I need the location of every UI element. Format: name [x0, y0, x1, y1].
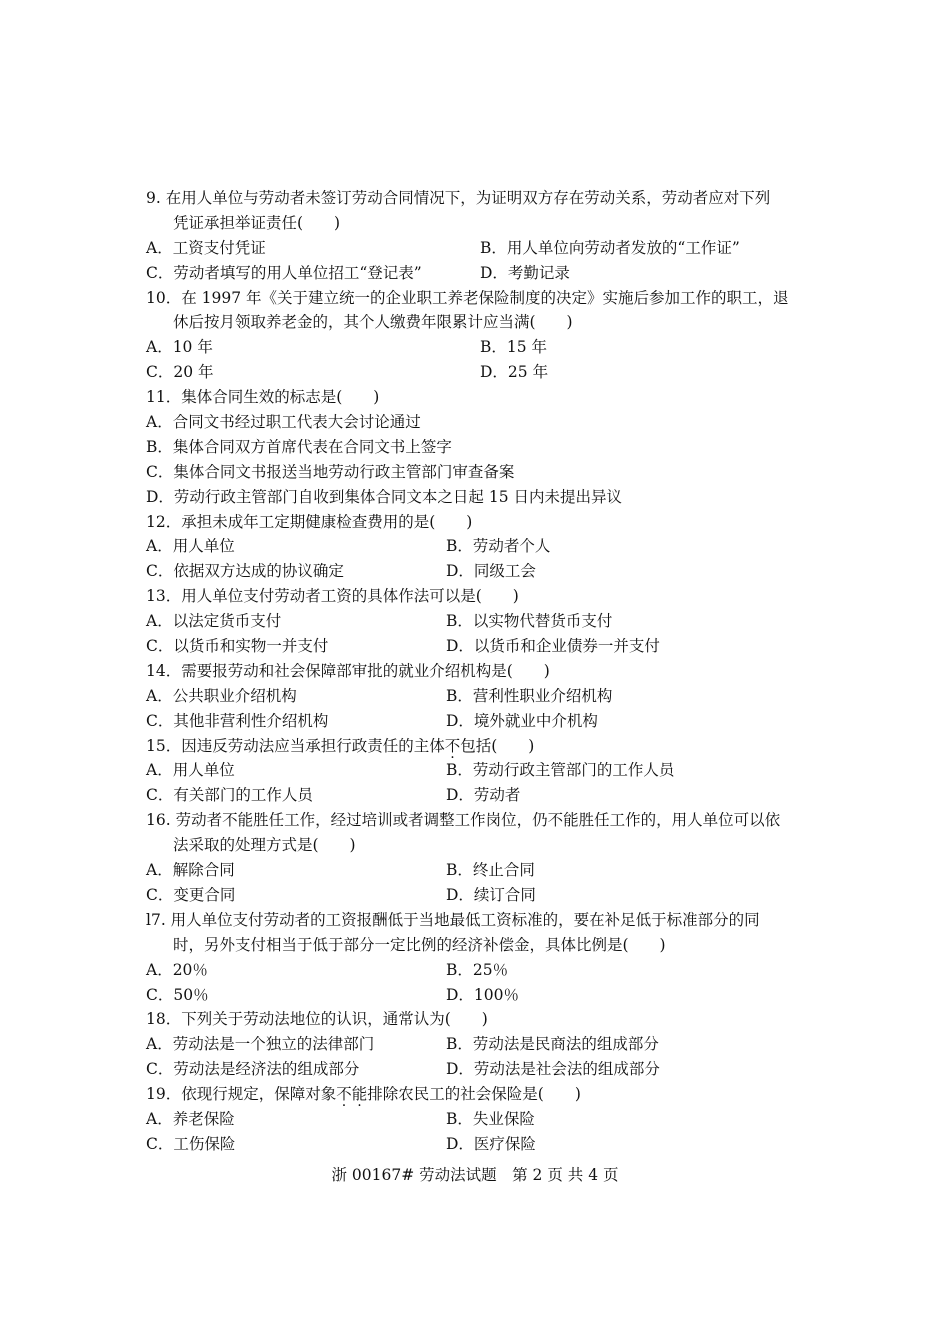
option-b: B．以实物代替货币支付 — [446, 612, 613, 631]
option-a: A．养老保险 — [146, 1109, 235, 1128]
emphasis-char: 不 — [336, 1085, 352, 1104]
option-a: A．解除合同 — [146, 861, 235, 880]
option-c: C．劳动者填写的用人单位招工“登记表” — [146, 263, 422, 282]
question-stem: 11．集体合同生效的标志是( ) — [146, 388, 380, 407]
question-18 — [146, 1007, 811, 1082]
question-stem: 18．下列关于劳动法地位的认识，通常认为( ) — [146, 1010, 488, 1029]
emphasis-char: 不 — [444, 736, 461, 755]
question-stem: 9. 在用人单位与劳动者未签订劳动合同情况下，为证明双方存在劳动关系，劳动者应对下列 — [146, 189, 771, 207]
emphasis-char: 能 — [351, 1085, 368, 1104]
option-a: A．公共职业介绍机构 — [146, 686, 297, 705]
option-c: C．其他非营利性介绍机构 — [146, 711, 329, 730]
question-19 — [146, 1082, 811, 1157]
question-stem: 时，另外支付相当于低于部分一定比例的经济补偿金，具体比例是( ) — [173, 935, 666, 954]
option-c: C．劳动法是经济法的组成部分 — [146, 1060, 360, 1079]
question-stem: 14．需要报劳动和社会保障部审批的就业介绍机构是( ) — [146, 661, 550, 680]
option-c: C．以货币和实物一并支付 — [146, 637, 329, 656]
question-stem: 休后按月领取养老金的，其个人缴费年限累计应当满( ) — [173, 313, 573, 332]
question-9 — [146, 186, 811, 286]
question-stem: 19．依现行规定，保障对象不能排除农民工的社会保险是( ) — [146, 1085, 581, 1104]
question-stem: l7. 用人单位支付劳动者的工资报酬低于当地最低工资标准的，要在补足低于标准部分的同 — [146, 910, 760, 929]
option-c: C．工伤保险 — [146, 1134, 236, 1153]
option-a: A．劳动法是一个独立的法律部门 — [146, 1035, 375, 1054]
option-a: A．用人单位 — [146, 761, 235, 780]
option-d: D．劳动行政主管部门自收到集体合同文本之日起 15 日内未提出异议 — [146, 487, 623, 506]
option-c: C．20 年 — [146, 363, 214, 382]
question-stem: 15．因违反劳动法应当承担行政责任的主体不包括( ) — [146, 736, 535, 755]
option-b: B．用人单位向劳动者发放的“工作证” — [480, 238, 740, 257]
exam-page — [146, 186, 811, 1157]
option-b: B．劳动者个人 — [446, 537, 551, 556]
question-stem: 13．用人单位支付劳动者工资的具体作法可以是( ) — [146, 587, 519, 606]
option-c: C．有关部门的工作人员 — [146, 786, 313, 805]
option-d: D．医疗保险 — [446, 1134, 536, 1153]
option-d: D．以货币和企业债券一并支付 — [446, 637, 660, 656]
option-a: A．用人单位 — [146, 537, 235, 556]
option-c: C．变更合同 — [146, 885, 236, 904]
question-stem: 凭证承担举证责任( ) — [173, 213, 341, 232]
option-d: D．考勤记录 — [480, 263, 570, 282]
question-stem: 12．承担未成年工定期健康检查费用的是( ) — [146, 512, 473, 531]
option-a: A．工资支付凭证 — [146, 238, 266, 257]
question-stem: 10．在 1997 年《关于建立统一的企业职工养老保险制度的决定》实施后参加工作的职工，退 — [146, 288, 789, 307]
question-13 — [146, 584, 811, 659]
option-d: D．25 年 — [480, 363, 549, 382]
option-b: B．营利性职业介绍机构 — [446, 686, 613, 705]
question-17 — [146, 908, 811, 1008]
option-c: C．50％ — [146, 985, 209, 1004]
option-a: A．以法定货币支付 — [146, 612, 282, 631]
page-footer: 浙 00167# 劳动法试题 第 2 页 共 4 页 — [331, 1166, 619, 1184]
option-d: D．劳动法是社会法的组成部分 — [446, 1060, 660, 1079]
option-c: C．集体合同文书报送当地劳动行政主管部门审查备案 — [146, 462, 515, 481]
question-15 — [146, 734, 811, 809]
option-d: D．劳动者 — [446, 786, 521, 805]
option-b: B．劳动法是民商法的组成部分 — [446, 1035, 659, 1054]
option-d: D．同级工会 — [446, 562, 536, 581]
option-d: D．续订合同 — [446, 885, 536, 904]
option-b: B．15 年 — [480, 338, 548, 357]
option-a: A．合同文书经过职工代表大会讨论通过 — [146, 413, 421, 432]
option-a: A．20％ — [146, 960, 208, 979]
option-d: D．100％ — [446, 985, 520, 1004]
option-b: B．25％ — [446, 960, 509, 979]
question-16 — [146, 808, 811, 908]
option-d: D．境外就业中介机构 — [446, 711, 598, 730]
option-b: B．劳动行政主管部门的工作人员 — [446, 761, 675, 780]
question-10 — [146, 286, 811, 386]
question-11 — [146, 385, 811, 509]
option-c: C．依据双方达成的协议确定 — [146, 562, 344, 581]
option-b: B．终止合同 — [446, 861, 535, 880]
question-12 — [146, 510, 811, 585]
question-14 — [146, 659, 811, 734]
question-stem: 法采取的处理方式是( ) — [173, 836, 356, 855]
option-a: A．10 年 — [146, 338, 213, 357]
option-b: B．失业保险 — [446, 1109, 535, 1128]
question-stem: 16. 劳动者不能胜任工作，经过培训或者调整工作岗位，仍不能胜任工作的，用人单位可以依 — [146, 811, 781, 830]
option-b: B．集体合同双方首席代表在合同文书上签字 — [146, 437, 452, 456]
